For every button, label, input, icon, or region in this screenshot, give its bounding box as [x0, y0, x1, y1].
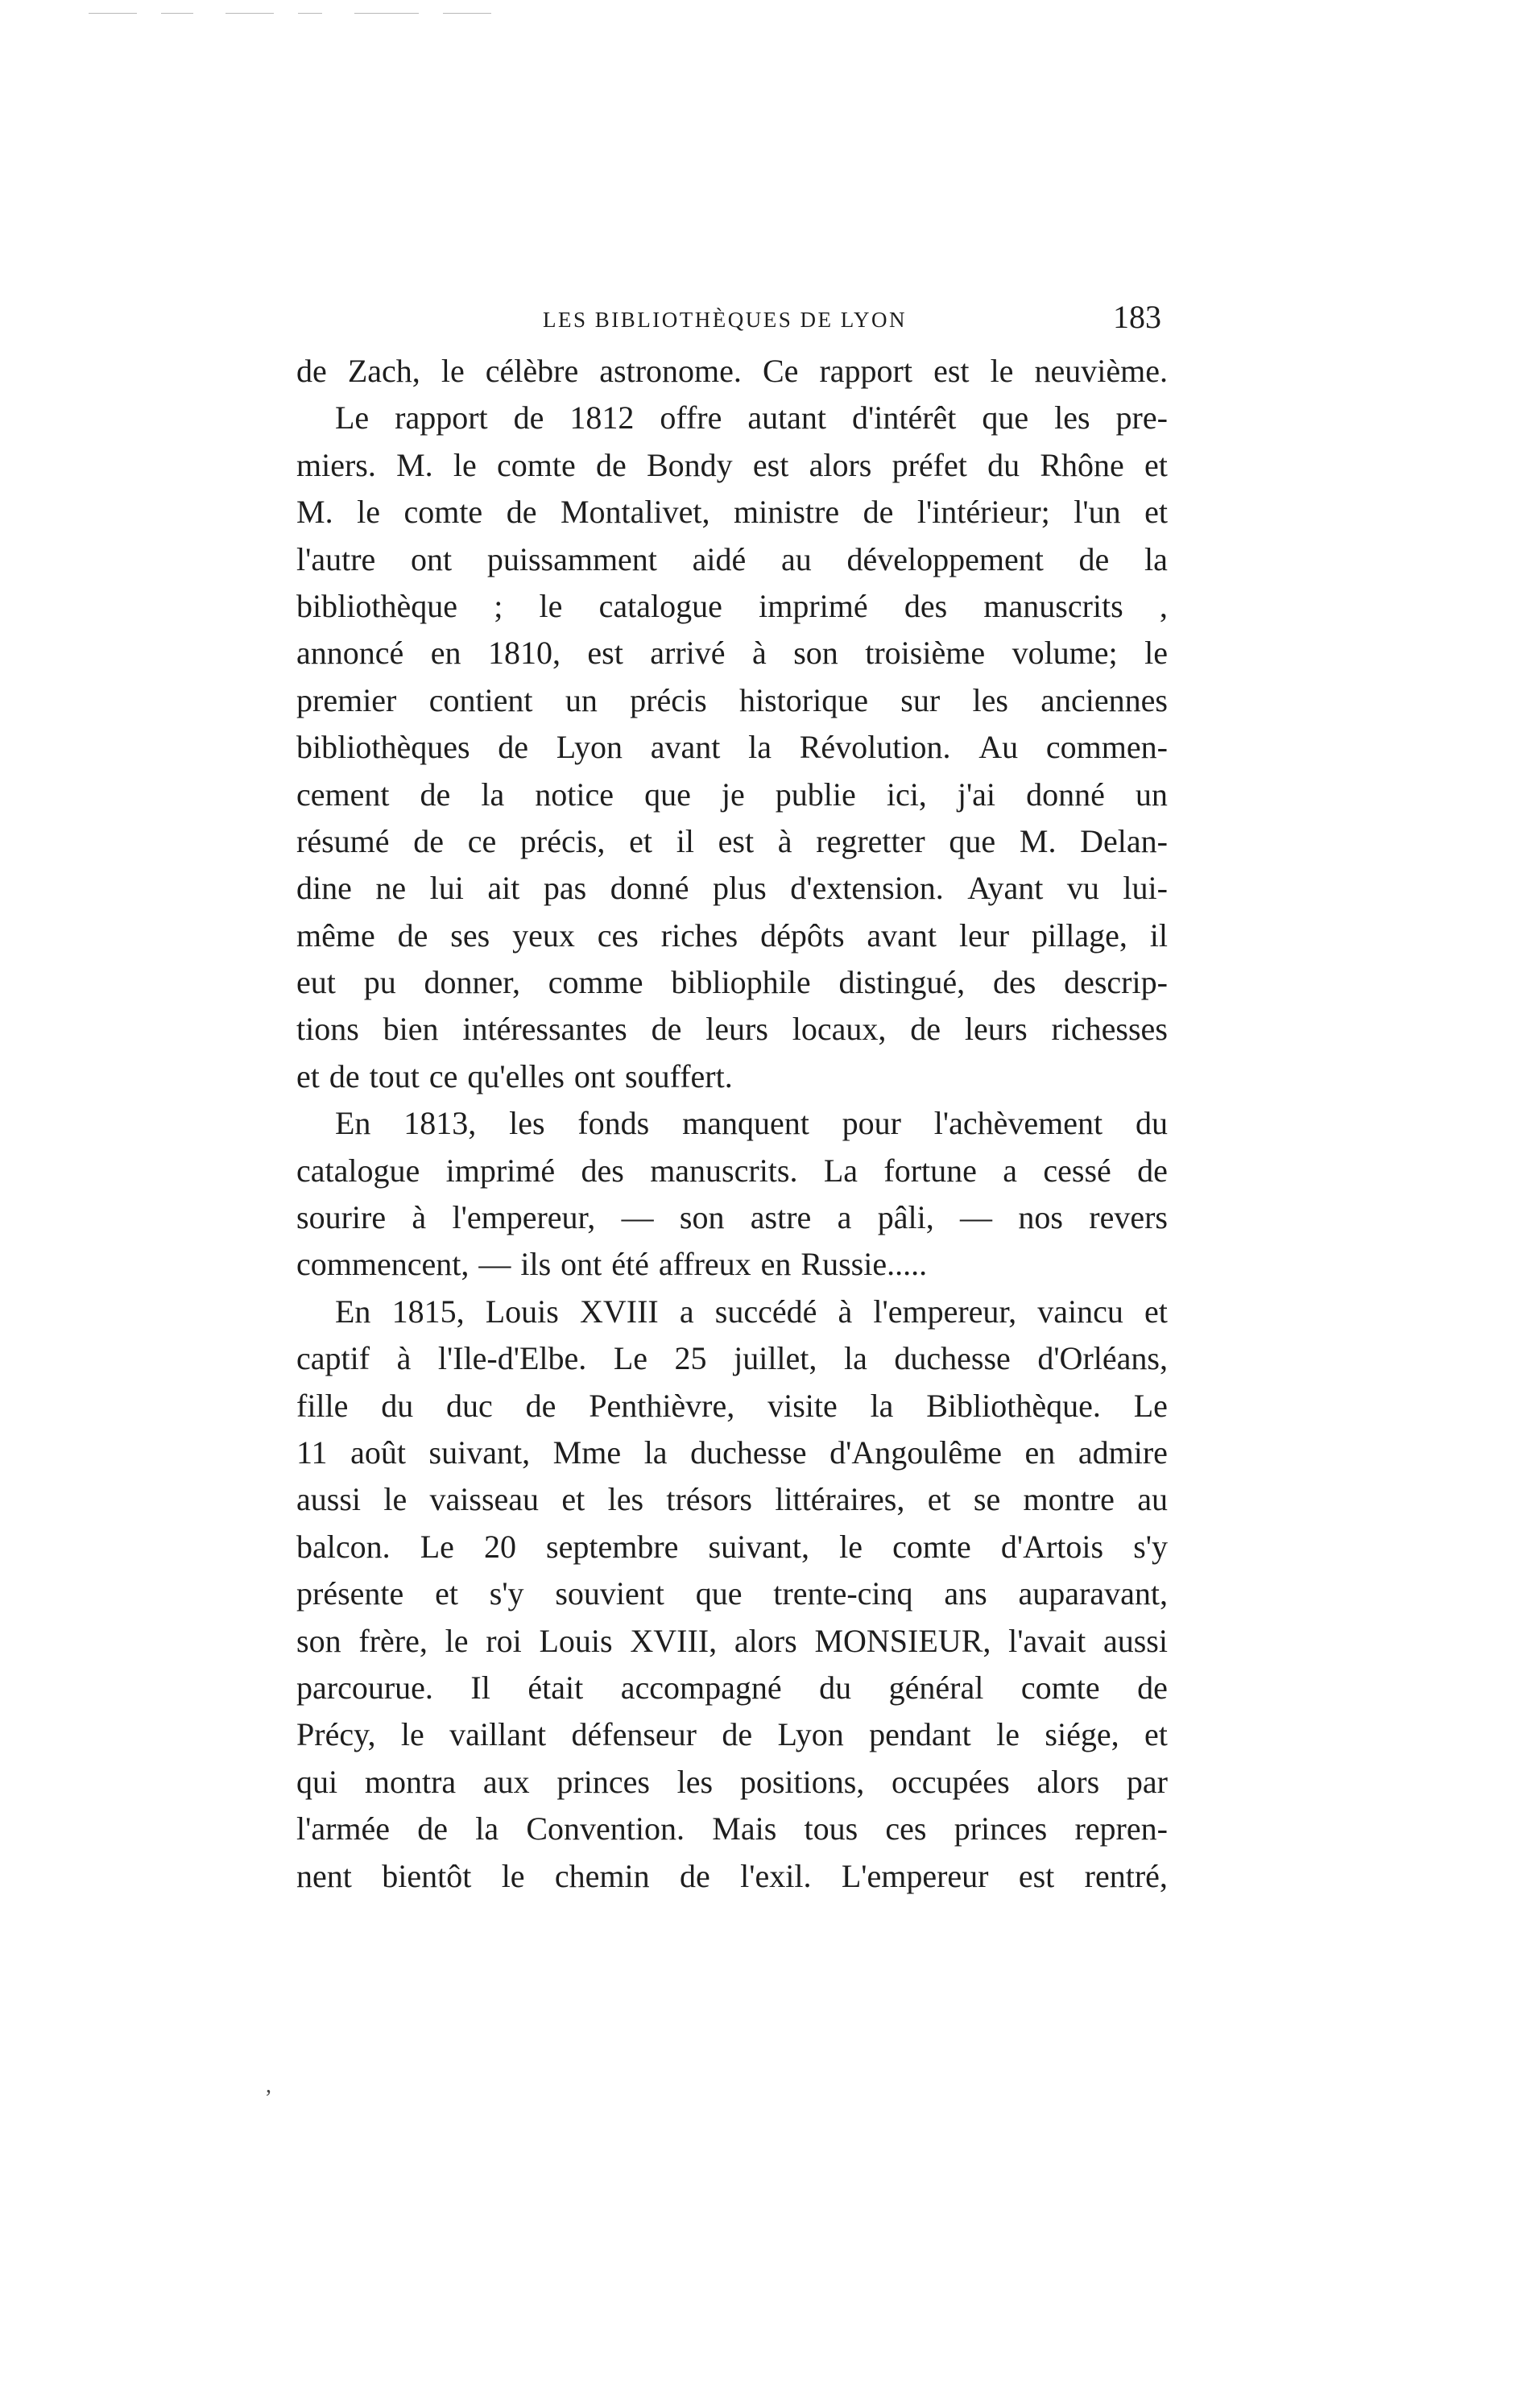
text-line: eut pu donner, comme bibliophile distingué, des descrip-: [296, 964, 1168, 1001]
stray-mark: ,: [266, 2073, 271, 2098]
text-line: captif à l'Ile-d'Elbe. Le 25 juillet, la duchesse d'Orléans,: [296, 1340, 1168, 1377]
scan-edge-marks: [89, 11, 523, 16]
text-line: Le rapport de 1812 offre autant d'intérêt que les pre-: [335, 399, 1168, 437]
text-line: En 1813, les fonds manquent pour l'achèvement du: [335, 1105, 1168, 1142]
text-line: bibliothèque ; le catalogue imprimé des manuscrits ,: [296, 587, 1168, 624]
text-line: dine ne lui ait pas donné plus d'extension. Ayant vu lui-: [296, 870, 1168, 907]
text-line: miers. M. le comte de Bondy est alors préfet du Rhône et: [296, 446, 1168, 483]
text-line: balcon. Le 20 septembre suivant, le comte d'Artois s'y: [296, 1528, 1168, 1565]
text-line: fille du duc de Penthièvre, visite la Bibliothèque. Le: [296, 1387, 1168, 1424]
text-line: En 1815, Louis XVIII a succédé à l'empereur, vaincu et: [335, 1293, 1168, 1330]
text-line: de Zach, le célèbre astronome. Ce rapport est le neuvième.: [296, 353, 1168, 389]
text-line: commencent, — ils ont été affreux en Russie.....: [296, 1246, 928, 1283]
running-head-title: LES BIBLIOTHÈQUES DE LYON: [543, 308, 908, 332]
text-line: bibliothèques de Lyon avant la Révolution. Au commen-: [296, 729, 1168, 766]
text-line: sourire à l'empereur, — son astre a pâli, — nos revers: [296, 1199, 1168, 1236]
book-page: [296, 300, 1168, 1900]
text-line: qui montra aux princes les positions, occupées alors par: [296, 1763, 1168, 1800]
body-text: [296, 348, 1168, 1900]
running-head: [296, 300, 1168, 348]
text-line: et de tout ce qu'elles ont souffert.: [296, 1057, 733, 1094]
text-line: son frère, le roi Louis XVIII, alors MONSIEUR, l'avait aussi: [296, 1622, 1168, 1659]
text-line: 11 août suivant, Mme la duchesse d'Angoulême en admire: [296, 1434, 1168, 1471]
text-line: premier contient un précis historique sur les anciennes: [296, 681, 1168, 718]
text-line: annoncé en 1810, est arrivé à son troisième volume; le: [296, 635, 1168, 672]
text-line: résumé de ce précis, et il est à regretter que M. Delan-: [296, 822, 1168, 859]
text-line: M. le comte de Montalivet, ministre de l'intérieur; l'un et: [296, 494, 1168, 531]
text-line: cement de la notice que je publie ici, j'ai donné un: [296, 776, 1168, 813]
text-line: tions bien intéressantes de leurs locaux, de leurs richesses: [296, 1011, 1168, 1048]
text-line: Précy, le vaillant défenseur de Lyon pendant le siége, et: [296, 1716, 1168, 1753]
text-line: nent bientôt le chemin de l'exil. L'empereur est rentré,: [296, 1857, 1168, 1894]
text-line: même de ses yeux ces riches dépôts avant leur pillage, il: [296, 916, 1168, 954]
text-line: aussi le vaisseau et les trésors littéraires, et se montre au: [296, 1481, 1168, 1518]
text-line: l'armée de la Convention. Mais tous ces princes repren-: [296, 1810, 1168, 1847]
page-number: 183: [1113, 299, 1161, 335]
text-line: l'autre ont puissamment aidé au développement de la: [296, 540, 1168, 577]
text-line: présente et s'y souvient que trente-cinq ans auparavant,: [296, 1575, 1168, 1612]
text-line: catalogue imprimé des manuscrits. La fortune a cessé de: [296, 1152, 1168, 1189]
text-line: parcourue. Il était accompagné du général comte de: [296, 1669, 1168, 1706]
